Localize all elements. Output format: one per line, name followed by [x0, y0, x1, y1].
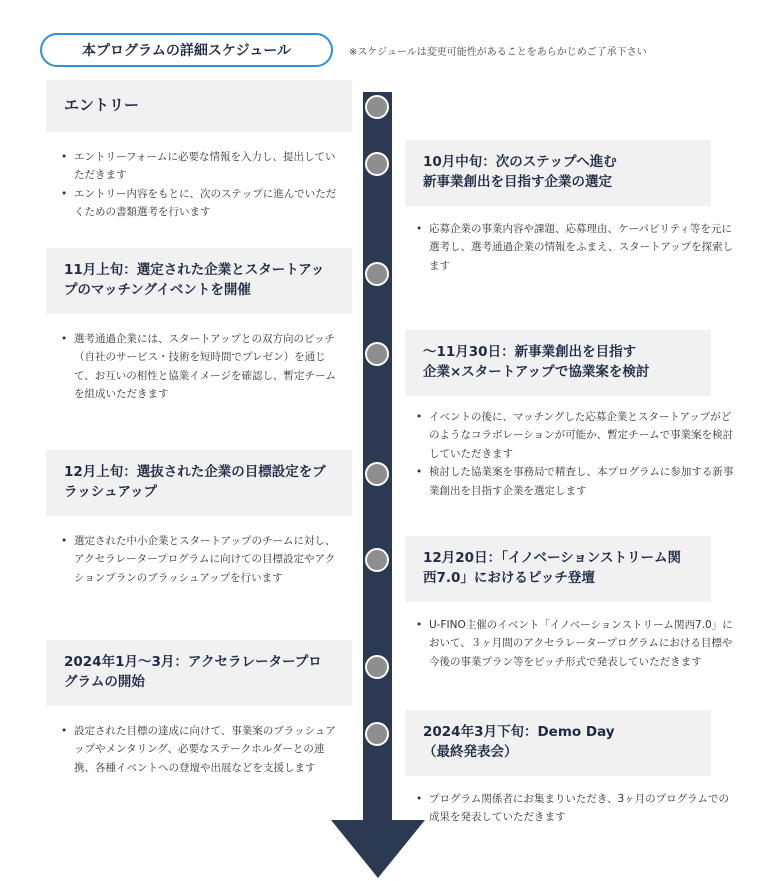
step-title-dec-20: 12月20日：「イノベーションストリーム関西7.0」におけるピッチ登壇: [423, 550, 682, 586]
step-title-oct: 10月中旬：次のステップへ進む 新事業創出を目指す企業の選定: [423, 154, 617, 190]
bullet-item: • 検討した協業案を事務局で精査し、本プログラムに参加する新事業創出を目指す企業を選定します: [413, 463, 735, 500]
step-bullets-entry: [58, 148, 340, 222]
step-title-nov-early: 11月上旬：選定された企業とスタートアップのマッチングイベントを開催: [64, 262, 325, 298]
step-box-nov-30: [405, 330, 711, 396]
step-box-nov-early: [46, 248, 352, 314]
step-bullets-nov-early: [58, 330, 340, 404]
step-box-2024-jan: [46, 640, 352, 706]
step-bullets-2024-jan: [58, 722, 340, 777]
timeline-dot-2024-jan: [365, 655, 389, 679]
step-bullets-dec-early: [58, 532, 340, 587]
bullet-item: • 選定された中小企業とスタートアップのチームに対し、アクセラレータープログラムに向けての目標設定やアクションプランのブラッシュアップを行います: [58, 532, 340, 587]
bullet-item: • プログラム関係者にお集まりいただき、3ヶ月のプログラムでの成果を発表していただきます: [413, 790, 735, 827]
schedule-title: 本プログラムの詳細スケジュール: [81, 43, 292, 59]
step-title-2024-mar: 2024年3月下旬：Demo Day （最終発表会）: [423, 724, 615, 760]
timeline-dot-2024-mar: [365, 722, 389, 746]
step-title-dec-early: 12月上旬：選抜された企業の目標設定をブラッシュアップ: [64, 464, 326, 500]
timeline-dot-oct: [365, 152, 389, 176]
step-box-dec-early: [46, 450, 352, 516]
timeline-dot-entry: [365, 95, 389, 119]
timeline-dot-dec-early: [365, 462, 389, 486]
bullet-item: • エントリー内容をもとに、次のステップに進んでいただくための書類選考を行います: [58, 185, 340, 222]
step-bullets-2024-mar: [413, 790, 735, 827]
schedule-title-pill: [40, 33, 333, 67]
timeline-dot-dec-20: [365, 548, 389, 572]
step-box-oct: [405, 140, 711, 206]
step-title-2024-jan: 2024年1月～3月：アクセラレータープログラムの開始: [64, 654, 322, 690]
step-box-entry: [46, 80, 352, 132]
step-title-nov-30: ～11月30日：新事業創出を目指す 企業×スタートアップで協業案を検討: [423, 344, 650, 380]
step-bullets-oct: [413, 220, 735, 275]
bullet-item: • U-FINO主催のイベント「イノベーションストリーム関西7.0」において、３ヶ月間のアクセラレータープログラムにおける目標や今後の事業プラン等をピッチ形式で発表していただきます: [413, 616, 735, 671]
bullet-item: • 応募企業の事業内容や課題、応募理由、ケーパビリティ等を元に選考し、選考通過企業の情報をふまえ、スタートアップを探索します: [413, 220, 735, 275]
timeline-dot-nov-early: [365, 262, 389, 286]
bullet-item: • 設定された目標の達成に向けて、事業案のブラッシュアップやメンタリング、必要なステークホルダーとの連携、各種イベントへの登壇や出展などを支援します: [58, 722, 340, 777]
bullet-item: • 選考通過企業には、スタートアップとの双方向のピッチ（自社のサービス・技術を短時間でプレゼン）を通じて、お互いの相性と協業イメージを確認し、暫定チームを組成いただきます: [58, 330, 340, 404]
timeline-spine: [363, 92, 392, 824]
schedule-disclaimer: ※スケジュールは変更可能性があることをあらかじめご了承下さい: [349, 47, 647, 58]
step-box-2024-mar: [405, 710, 711, 776]
bullet-item: • イベントの後に、マッチングした応募企業とスタートアップがどのようなコラボレーションが可能か、暫定チームで事業案を検討していただきます: [413, 408, 735, 463]
bullet-item: • エントリーフォームに必要な情報を入力し、提出していただきます: [58, 148, 340, 185]
step-bullets-nov-30: [413, 408, 735, 500]
step-title-entry: エントリー: [64, 96, 140, 115]
timeline-dot-nov-30: [365, 342, 389, 366]
step-bullets-dec-20: [413, 616, 735, 671]
step-box-dec-20: [405, 536, 711, 602]
timeline-arrowhead: [331, 820, 425, 878]
